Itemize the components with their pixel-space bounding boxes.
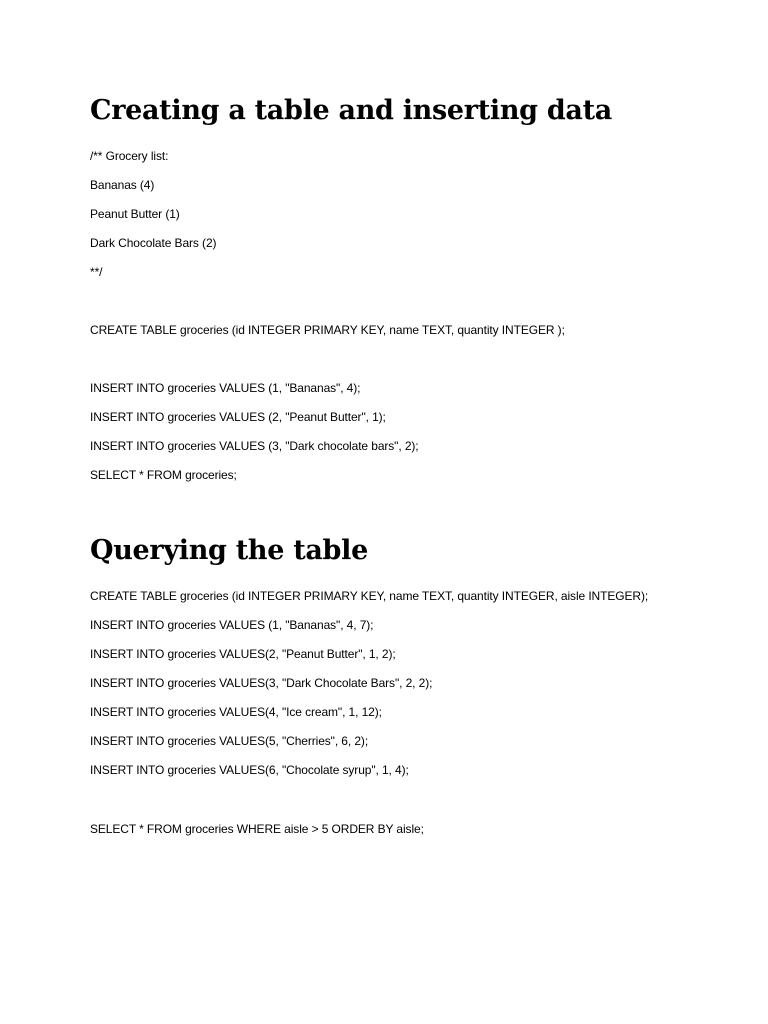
sql-select-line: SELECT * FROM groceries; bbox=[90, 468, 237, 482]
sql-insert-aisle-line-5: INSERT INTO groceries VALUES(5, "Cherries", 6, 2); bbox=[90, 734, 369, 748]
grocery-item-dark-chocolate: Dark Chocolate Bars (2) bbox=[90, 236, 217, 250]
sql-insert-line-2: INSERT INTO groceries VALUES (2, "Peanut Butter", 1); bbox=[90, 410, 386, 424]
sql-select-where-line: SELECT * FROM groceries WHERE aisle > 5 ORDER BY aisle; bbox=[90, 822, 424, 836]
section-heading-creating-table: Creating a table and inserting data bbox=[90, 95, 612, 126]
sql-insert-line-1: INSERT INTO groceries VALUES (1, "Bananas", 4); bbox=[90, 381, 361, 395]
sql-insert-aisle-line-4: INSERT INTO groceries VALUES(4, "Ice cream", 1, 12); bbox=[90, 705, 382, 719]
comment-open-line: /** Grocery list: bbox=[90, 149, 169, 163]
sql-insert-aisle-line-2: INSERT INTO groceries VALUES(2, "Peanut Butter", 1, 2); bbox=[90, 647, 396, 661]
grocery-item-bananas: Bananas (4) bbox=[90, 178, 155, 192]
sql-insert-aisle-line-1: INSERT INTO groceries VALUES (1, "Bananas", 4, 7); bbox=[90, 618, 374, 632]
sql-create-table-line: CREATE TABLE groceries (id INTEGER PRIMARY KEY, name TEXT, quantity INTEGER ); bbox=[90, 323, 565, 337]
sql-insert-line-3: INSERT INTO groceries VALUES (3, "Dark chocolate bars", 2); bbox=[90, 439, 419, 453]
section-heading-querying-table: Querying the table bbox=[90, 535, 368, 566]
comment-close-line: **/ bbox=[90, 265, 103, 279]
sql-insert-aisle-line-6: INSERT INTO groceries VALUES(6, "Chocolate syrup", 1, 4); bbox=[90, 763, 409, 777]
sql-insert-aisle-line-3: INSERT INTO groceries VALUES(3, "Dark Chocolate Bars", 2, 2); bbox=[90, 676, 433, 690]
grocery-item-peanut-butter: Peanut Butter (1) bbox=[90, 207, 180, 221]
sql-create-table-aisle-line: CREATE TABLE groceries (id INTEGER PRIMARY KEY, name TEXT, quantity INTEGER, aisle INTEGER); bbox=[90, 589, 649, 603]
